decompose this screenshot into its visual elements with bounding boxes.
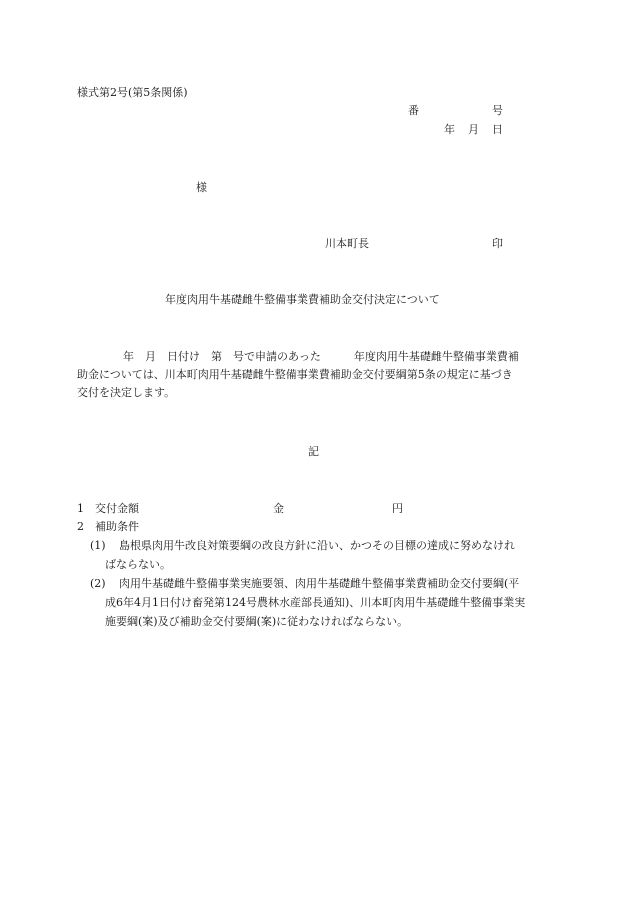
- ki-heading: 記: [308, 445, 319, 458]
- sender-name: 川本町長: [325, 237, 369, 250]
- item1-label: 交付金額: [95, 502, 139, 515]
- addressee-honorific: 様: [196, 181, 207, 194]
- body-line-1: 年 月 日付け 第 号で申請のあった 年度肉用牛基礎雌牛整備事業費補: [123, 350, 519, 363]
- document-title: 年度肉用牛基礎雌牛整備事業費補助金交付決定について: [165, 293, 440, 306]
- form-label: 様式第2号(第5条関係): [77, 86, 188, 99]
- cond2-line-3: 施要綱(案)及び補助金交付要綱(案)に従わなければならない。: [105, 615, 409, 628]
- number-label-ban: 番: [408, 104, 419, 117]
- date-year: 年: [444, 123, 455, 136]
- date-day: 日: [492, 123, 503, 136]
- cond2-line-1: 肉用牛基礎雌牛整備事業実施要領、肉用牛基礎雌牛整備事業費補助金交付要綱(平: [119, 577, 520, 590]
- item2-label: 補助条件: [95, 520, 139, 533]
- cond2-line-2: 成6年4月1日付け畜発第124号農林水産部長通知)、川本町肉用牛基礎雌牛整備事業実: [105, 596, 526, 609]
- number-label-go: 号: [492, 104, 503, 117]
- cond1-number: (1): [90, 539, 106, 552]
- sender-seal: 印: [492, 237, 503, 250]
- cond2-number: (2): [90, 577, 106, 590]
- date-month: 月: [468, 123, 479, 136]
- body-line-2: 助金については、川本町肉用牛基礎雌牛整備事業費補助金交付要綱第5条の規定に基づき: [77, 368, 513, 381]
- body-line-3: 交付を決定します。: [77, 386, 176, 399]
- item1-en: 円: [392, 502, 403, 515]
- cond1-line-1: 島根県肉用牛改良対策要綱の改良方針に沿い、かつその目標の達成に努めなけれ: [119, 539, 515, 552]
- item1-number: 1: [77, 502, 84, 515]
- item2-number: 2: [77, 520, 84, 533]
- cond1-line-2: ばならない。: [105, 558, 171, 571]
- item1-kin: 金: [273, 502, 284, 515]
